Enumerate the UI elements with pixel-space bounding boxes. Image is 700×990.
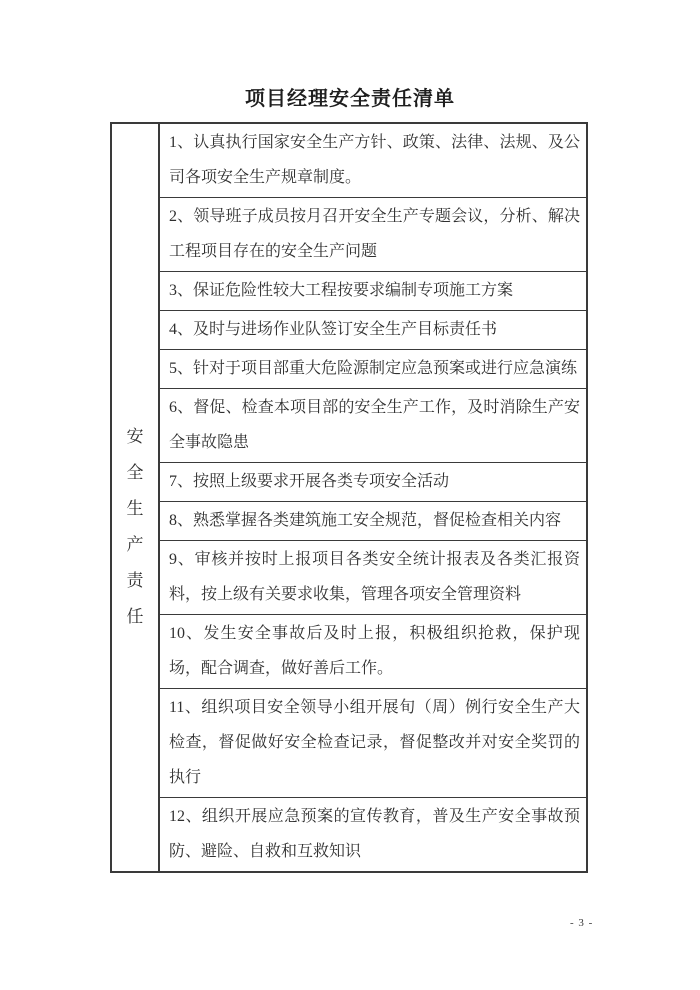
category-char: 责 [126, 570, 144, 590]
item-text: 6、督促、检查本项目部的安全生产工作，及时消除生产安全事故隐患 [169, 399, 580, 451]
item-text: 7、按照上级要求开展各类专项安全活动 [169, 473, 450, 490]
table-row [160, 350, 586, 389]
item-text: 1、认真执行国家安全生产方针、政策、法律、法规、及公司各项安全生产规章制度。 [169, 134, 580, 186]
table-row [160, 463, 586, 502]
items-column [160, 124, 586, 871]
item-text: 12、组织开展应急预案的宣传教育，普及生产安全事故预防、避险、自救和互救知识 [169, 808, 580, 860]
item-text: 11、组织项目安全领导小组开展旬（周）例行安全生产大检查，督促做好安全检查记录，督促整改并对安全奖罚的执行 [169, 699, 580, 786]
item-text: 10、发生安全事故后及时上报，积极组织抢救，保护现场，配合调查，做好善后工作。 [169, 625, 580, 677]
item-text: 4、及时与进场作业队签订安全生产目标责任书 [169, 321, 498, 338]
category-cell [112, 124, 160, 871]
table-row [160, 798, 586, 871]
table-row [160, 272, 586, 311]
table-row [160, 689, 586, 798]
table-row [160, 124, 586, 198]
category-char: 任 [126, 606, 144, 626]
table-row [160, 541, 586, 615]
page-number: - 3 - [570, 917, 594, 929]
table-row [160, 502, 586, 541]
category-char: 全 [126, 462, 144, 482]
item-text: 3、保证危险性较大工程按要求编制专项施工方案 [169, 282, 514, 299]
category-char: 生 [126, 498, 144, 518]
category-char: 产 [126, 534, 144, 554]
responsibility-table [110, 122, 588, 873]
item-text: 8、熟悉掌握各类建筑施工安全规范，督促检查相关内容 [169, 512, 562, 529]
table-row [160, 198, 586, 272]
item-text: 2、领导班子成员按月召开安全生产专题会议，分析、解决工程项目存在的安全生产问题 [169, 208, 580, 260]
table-row [160, 615, 586, 689]
item-text: 9、审核并按时上报项目各类安全统计报表及各类汇报资料，按上级有关要求收集，管理各项安全管理资料 [169, 551, 580, 603]
table-row [160, 311, 586, 350]
item-text: 5、针对于项目部重大危险源制定应急预案或进行应急演练 [169, 360, 578, 377]
page-title: 项目经理安全责任清单 [245, 88, 455, 110]
category-char: 安 [126, 426, 144, 446]
table-row [160, 389, 586, 463]
